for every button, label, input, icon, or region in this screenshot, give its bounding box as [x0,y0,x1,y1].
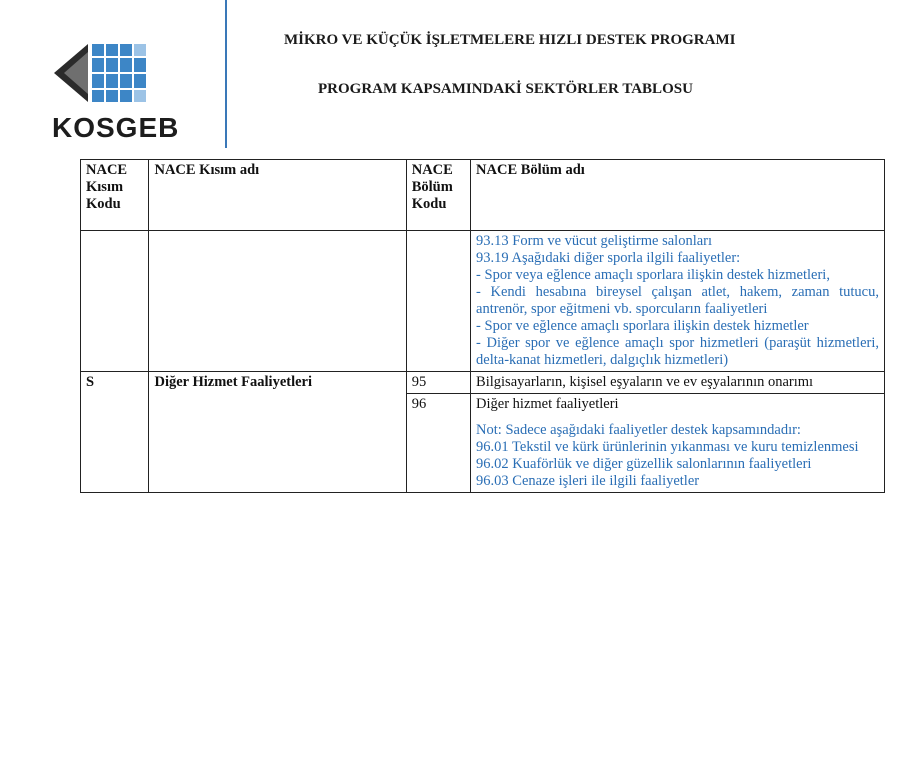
logo-wordmark: KOSGEB [52,112,180,143]
activity-line: - Diğer spor ve eğlence amaçlı spor hizmetleri (paraşüt hizmetleri, delta-kanat hizmetleri, dalgıçlık hizmetleri) [476,335,879,368]
kisim-kodu-cell [81,231,149,372]
bolum-adi-cell [471,394,885,493]
note-line: 96.01 Tekstil ve kürk ürünlerinin yıkanması ve kuru temizlenmesi [476,439,859,455]
bolum-adi-cell [471,231,885,372]
header-bolum-adi: NACE Bölüm adı [471,160,885,231]
kosgeb-logo-icon [54,44,150,102]
activity-line: - Spor ve eğlence amaçlı sporlara ilişkin destek hizmetler [476,318,809,334]
table-header-row [81,160,885,231]
sectors-table [80,159,885,493]
bolum-kodu-cell [406,231,470,372]
header-kisim-adi: NACE Kısım adı [149,160,406,231]
bolum-adi-cell: Bilgisayarların, kişisel eşyaların ve ev eşyalarının onarımı [471,372,885,394]
activity-line: - Spor veya eğlence amaçlı sporlara ilişkin destek hizmetleri, [476,267,830,283]
kisim-adi-cell [149,231,406,372]
document-title: MİKRO VE KÜÇÜK İŞLETMELERE HIZLI DESTEK PROGRAMI [284,32,736,48]
table-row [81,372,885,394]
activity-line: 93.13 Form ve vücut geliştirme salonları [476,233,713,249]
header-divider [225,0,227,148]
note-line: Not: Sadece aşağıdaki faaliyetler destek kapsamındadır: [476,422,801,438]
bolum-kodu-cell: 96 [406,394,470,493]
header-bolum-kodu: NACE Bölüm Kodu [406,160,470,231]
kosgeb-logo [48,44,208,154]
bolum-kodu-cell: 95 [406,372,470,394]
table-row [81,231,885,372]
kisim-adi-cell: Diğer Hizmet Faaliyetleri [149,372,406,493]
activity-line: - Kendi hesabına bireysel çalışan atlet, hakem, zaman tutucu, antrenör, spor eğitmeni vb. sporcuların faaliyetleri [476,284,879,317]
activity-line: 93.19 Aşağıdaki diğer sporla ilgili faaliyetler: [476,250,741,266]
document-subtitle: PROGRAM KAPSAMINDAKİ SEKTÖRLER TABLOSU [318,81,693,97]
note-line: 96.02 Kuaförlük ve diğer güzellik salonlarının faaliyetleri [476,456,812,472]
header-kisim-kodu: NACE Kısım Kodu [81,160,149,231]
note-line: 96.03 Cenaze işleri ile ilgili faaliyetler [476,473,700,489]
activity-name: Diğer hizmet faaliyetleri [476,396,619,412]
kisim-kodu-cell: S [81,372,149,493]
